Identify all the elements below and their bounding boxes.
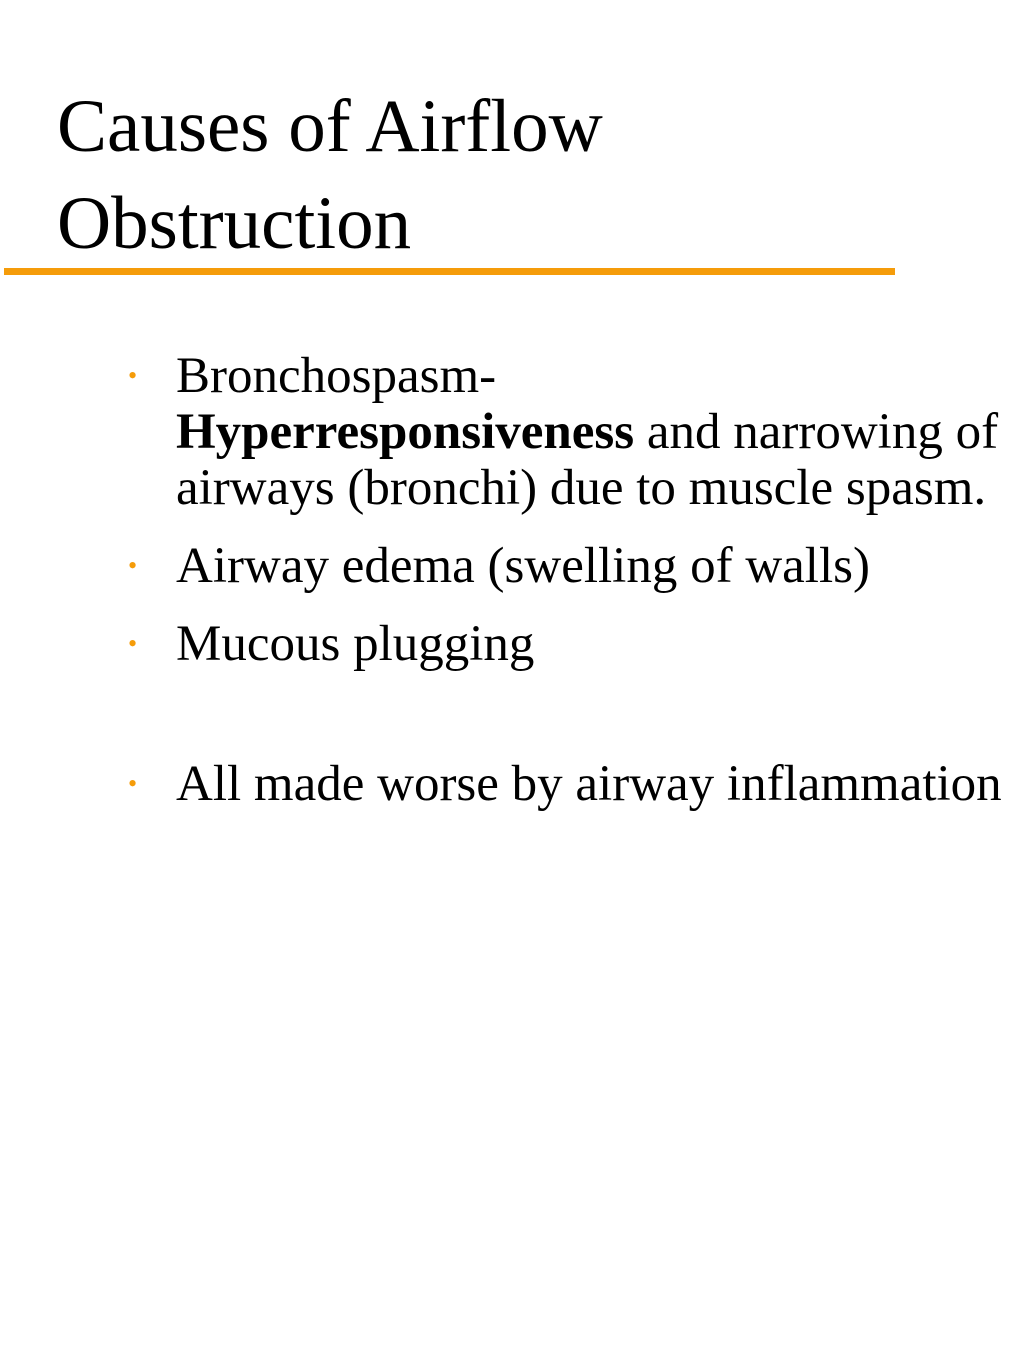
bullet-dot-icon: • — [128, 551, 138, 580]
bullet-text: Airway edema (swelling of walls) — [176, 538, 870, 594]
bullet-item-inflammation — [128, 756, 1008, 812]
bullet-list — [128, 348, 1008, 834]
bullet-text: All made worse by airway inflammation — [176, 756, 1002, 812]
bullet-dot-icon: • — [128, 629, 138, 658]
slide-title: Causes of Airflow Obstruction — [57, 85, 603, 265]
title-underline-divider — [4, 268, 895, 275]
bullet-text: Mucous plugging — [176, 616, 535, 672]
bullet-rest-text: and narrowing of airways (bronchi) due to muscle spasm. — [176, 404, 999, 516]
bullet-item-airway-edema — [128, 538, 1008, 594]
bullet-bold-term: Hyperresponsiveness — [176, 404, 635, 460]
bullet-lead-text: Bronchospasm- — [176, 348, 497, 404]
bullet-item-bronchospasm — [128, 348, 1008, 516]
bullet-item-mucous-plugging — [128, 616, 1008, 672]
bullet-dot-icon: • — [128, 361, 138, 390]
bullet-dot-icon: • — [128, 769, 138, 798]
